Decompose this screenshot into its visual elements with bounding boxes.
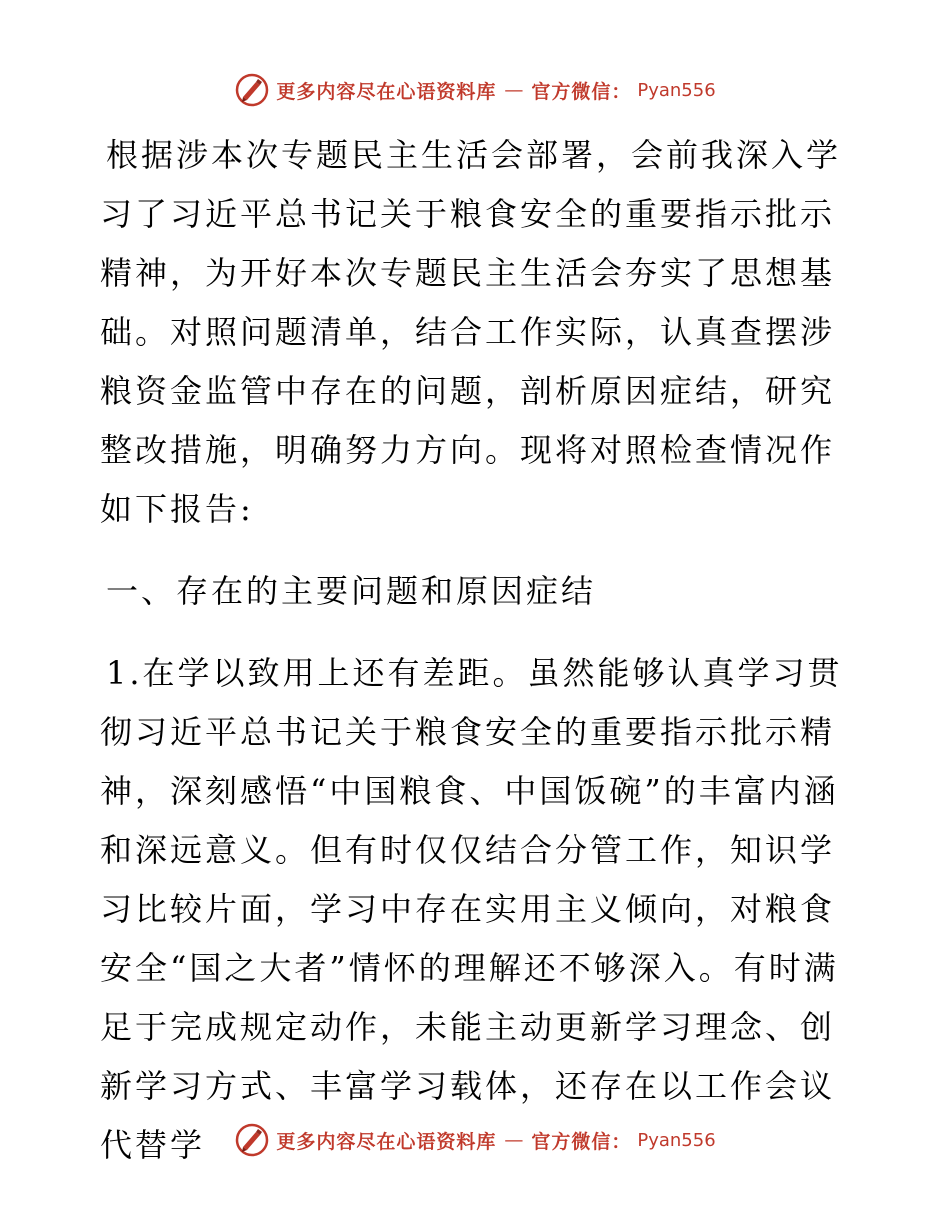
- banner-wechat-id: Pyan556: [637, 1129, 716, 1151]
- footer-banner: [0, 1120, 950, 1160]
- pen-logo-icon: [234, 1122, 270, 1158]
- banner-brand-text: 更多内容尽在心语资料库: [276, 80, 497, 103]
- section-heading: 一、存在的主要问题和原因症结: [106, 572, 597, 610]
- pen-logo-icon: [234, 72, 270, 108]
- banner-separator: —: [504, 79, 524, 101]
- banner-wechat-id: Pyan556: [637, 79, 716, 101]
- header-banner: [0, 70, 950, 110]
- banner-wechat-label: 官方微信：: [531, 1130, 632, 1153]
- item-1-paragraph: 1.在学以致用上还有差距。虽然能够认真学习贯彻习近平总书记关于粮食安全的重要指示批示精神，深刻感悟“中国粮食、中国饭碗”的丰富内涵和深远意义。但有时仅仅结合分管工作，知识学习比较片面，学习中存在实用主义倾向，对粮食安全“国之大者”情怀的理解还不够深入。有时满足于完成规定动作，未能主动更新学习理念、创新学习方式、丰富学习载体，还存在以工作会议代替学: [100, 654, 843, 1164]
- banner-wechat-label: 官方微信：: [531, 80, 632, 103]
- banner-brand-text: 更多内容尽在心语资料库: [276, 1130, 497, 1153]
- intro-paragraph: 根据涉本次专题民主生活会部署，会前我深入学习了习近平总书记关于粮食安全的重要指示批示精神，为开好本次专题民主生活会夯实了思想基础。对照问题清单，结合工作实际，认真查摆涉粮资金监管中存在的问题，剖析原因症结，研究整改措施，明确努力方向。现将对照检查情况作如下报告:: [100, 136, 842, 528]
- document-body: [100, 126, 850, 1175]
- banner-separator: —: [504, 1129, 524, 1151]
